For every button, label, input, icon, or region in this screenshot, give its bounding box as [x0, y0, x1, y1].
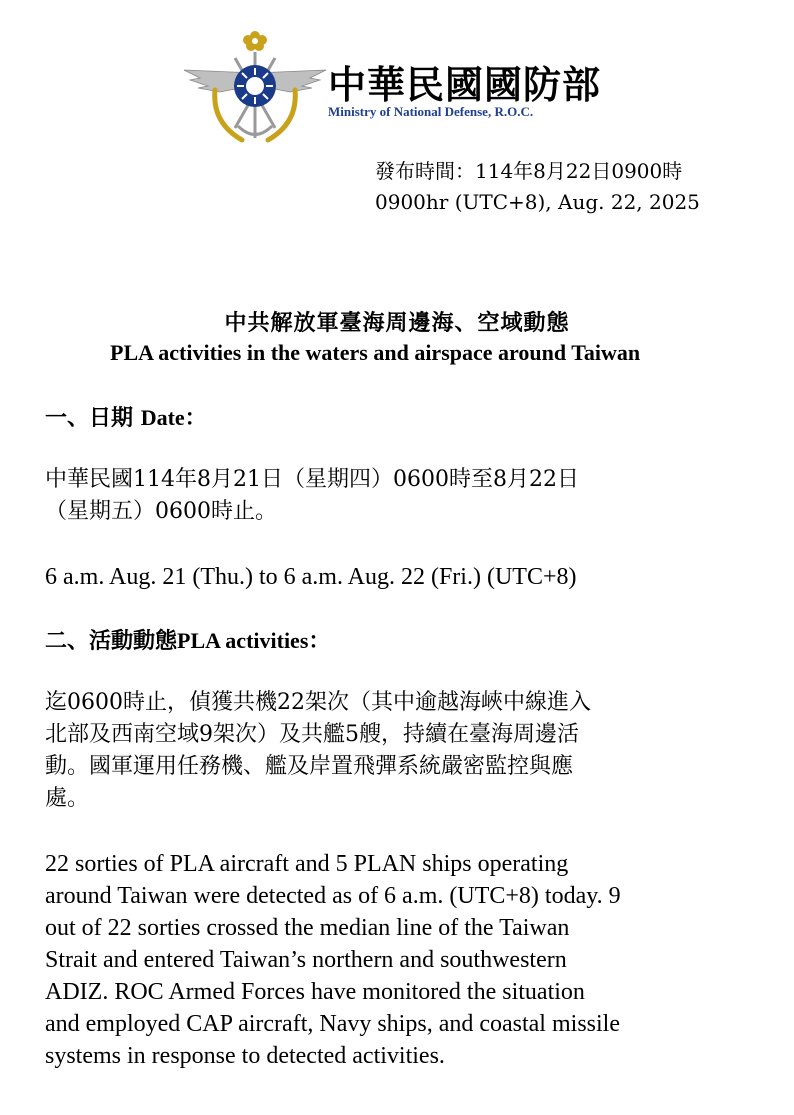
- activities-en-line: Strait and entered Taiwan’s northern and southwestern: [45, 947, 567, 973]
- activities-en-line: ADIZ. ROC Armed Forces have monitored the situation: [45, 979, 585, 1005]
- section-date-body-en: [45, 561, 765, 593]
- release-time: [375, 156, 700, 218]
- activities-en-line: around Taiwan were detected as of 6 a.m. (UTC+8) today. 9: [45, 883, 621, 909]
- mnd-emblem-icon: [180, 28, 330, 146]
- section-date-heading-en: Date: [140, 405, 185, 430]
- activities-en-line: 22 sorties of PLA aircraft and 5 PLAN ships operating: [45, 851, 569, 877]
- page-title-en: PLA activities in the waters and airspace around Taiwan: [110, 340, 641, 365]
- activities-zh-line: 北部及西南空域9架次）及共艦5艘，持續在臺海周邊活: [45, 722, 579, 747]
- date-en-line: 6 a.m. Aug. 21 (Thu.) to 6 a.m. Aug. 22 (Fri.) (UTC+8): [45, 564, 577, 590]
- activities-zh-line: 處。: [45, 786, 90, 811]
- release-time-en: 0900hr (UTC+8), Aug. 22, 2025: [375, 190, 700, 214]
- org-name-en: Ministry of National Defense, R.O.C.: [328, 104, 534, 119]
- section-activities-body-en: [45, 848, 765, 1072]
- date-zh-line: 中華民國114年8月21日（星期四）0600時至8月22日: [45, 467, 579, 492]
- section-activities-heading-en: PLA activities: [177, 628, 309, 653]
- date-zh-line: （星期五）0600時止。: [45, 499, 277, 524]
- section-date-heading-colon: ：: [184, 405, 207, 431]
- activities-en-line: and employed CAP aircraft, Navy ships, and coastal missile: [45, 1011, 620, 1037]
- activities-en-line: out of 22 sorties crossed the median line of the Taiwan: [45, 915, 570, 941]
- section-date-heading: [45, 401, 207, 432]
- page-title-zh: 中共解放軍臺海周邊海、空域動態: [224, 310, 570, 336]
- activities-zh-line: 迄0600時止，偵獲共機22架次（其中逾越海峽中線進入: [45, 690, 591, 715]
- section-activities-heading-zh: 二、活動動態: [45, 628, 178, 654]
- section-activities-heading: [45, 624, 330, 655]
- section-date-body-zh: [45, 464, 755, 528]
- section-date-heading-zh: 一、日期: [45, 405, 134, 431]
- org-name-zh: 中華民國國防部: [328, 63, 602, 107]
- release-time-zh: 發布時間：114年8月22日0900時: [375, 159, 683, 183]
- header: [180, 28, 640, 148]
- activities-en-line: systems in response to detected activities.: [45, 1043, 445, 1069]
- section-activities-body-zh: [45, 687, 755, 815]
- section-activities-heading-colon: ：: [308, 628, 331, 654]
- activities-zh-line: 動。國軍運用任務機、艦及岸置飛彈系統嚴密監控與應: [45, 754, 574, 779]
